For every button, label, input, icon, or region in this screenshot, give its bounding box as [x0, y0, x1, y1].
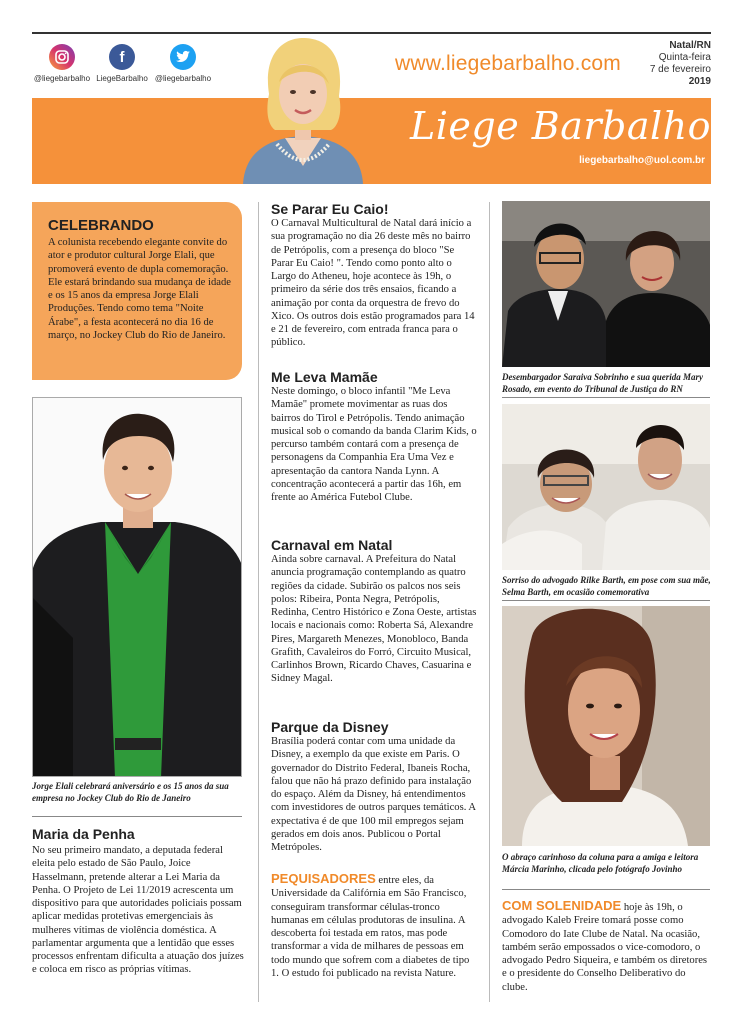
maria-text: No seu primeiro mandato, a deputada federal eleita pelo estado de São Paulo, Joice Hasselmann, pretende alterar a Lei Maria da Penha. O Projeto de Lei 11/2019 acrescenta um dispositivo para que autoridades policiais possam aplicar medidas protetivas emergenciais às mulheres vítimas de violência doméstica. A parlamentar argumenta que a lentidão que esses processos enfrentam dificulta a atuação dos juízes e coloca em risco as próprias vítimas. [32, 845, 244, 976]
photo-jorge-caption: Jorge Elali celebrará aniversário e os 15 anos da sua empresa no Jockey Club do Rio de Janeiro [32, 781, 229, 803]
right-separator-2 [502, 600, 710, 601]
facebook-icon: f [109, 44, 135, 70]
photo-rilke-selma [502, 404, 710, 570]
caio-text: O Carnaval Multicultural de Natal dará início a sua programação no dia 26 deste mês no bairro de Petrópolis, com a presença do bloco "Se Parar Eu Caio! ". Tendo como ponto alto o Largo do Atheneu, hoje acontece às 19h, o primeiro da série dos três ensaios, ficando a animação por conta da orquestra de frevo do Xico. Os outros dois estão programados para 14 e 21 de fevereiro, com entrada franca para o público. [271, 218, 475, 349]
maria-da-penha-article [32, 826, 244, 977]
solenidade-text: hoje às 19h, o advogado Kaleb Freire tomará posse como Comodoro do Iate Clube de Natal. Na ocasião, também serão empossados o vice-comodoro, o advogado Pedro Siqueira, e também os diretores e o presidente do Conselho Deliberativo do clube. [502, 902, 708, 993]
column-divider-left [258, 202, 259, 1002]
se-parar-article [271, 201, 477, 350]
column-title: Liege Barbalho [410, 104, 711, 148]
com-solenidade-article [502, 899, 712, 994]
celebrando-text: A colunista recebendo elegante convite do ator e produtor cultural Jorge Elali, que promoverá evento de dupla comemoração. Ele estará brindando sua mudança de idade e os 15 anos da empresa Jorge Elali Produções. Tendo como tema "Noite Árabe", a festa acontecerá no dia 16 de março, no Jockey Club do Rio de Janeiro. [48, 237, 231, 342]
website-link[interactable]: www.liegebarbalho.com [395, 52, 621, 75]
photo-marcia-caption: O abraço carinhoso da coluna para a amiga e leitora Márcia Marinho, clicada pelo fotógrafo Jovinho [502, 852, 699, 874]
email-link[interactable]: liegebarbalho@uol.com.br [579, 155, 705, 166]
pesquisadores-article [271, 872, 477, 980]
location: Natal/RN [669, 40, 711, 51]
carnaval-text: Ainda sobre carnaval. A Prefeitura do Natal anuncia programação contemplando as quatro regiões da cidade. Subirão os palcos nos seis polos: Ribeira, Ponta Negra, Petrópolis, Redinha, Centro Histórico e Zona Oeste, artistas locais e nacionais como: Roberta Sá, Alexandre Pires, Margareth Menezes, Monobloco, Banda Grafith, Cavaleiros do Forró, Circuito Musical, Carlinhos Brown, Ricardo Chaves, Casuarina e Sidney Magal. [271, 554, 477, 685]
mamae-title: Me Leva Mamãe [271, 369, 378, 385]
columnist-portrait [233, 34, 373, 184]
celebrando-box [32, 202, 242, 380]
left-separator [32, 816, 242, 817]
weekday: Quinta-feira [658, 52, 711, 63]
date-block [650, 40, 711, 88]
carnaval-title: Carnaval em Natal [271, 537, 393, 553]
mamae-text: Neste domingo, o bloco infantil "Me Leva Mamãe" promete movimentar as ruas dos bairros do Tirol e Petrópolis. Tendo animação musical sob o comando da banda Clarim Kids, o percurso também contará com a presença de personagens da Companhia Era Uma Vez e apresentação da cantora Nanda Lynn. A concentração acontecerá a partir das 16h, em frente ao América Futebol Clube. [271, 386, 477, 503]
twitter-handle: @liegebarbalho [154, 74, 212, 83]
photo-rilke-caption: Sorriso do advogado Rilke Barth, em pose com sua mãe, Selma Barth, em ocasião comemorativa [502, 575, 711, 597]
right-separator-1 [502, 397, 710, 398]
photo-jorge-elali [32, 397, 242, 777]
twitter-icon [170, 44, 196, 70]
facebook-link[interactable] [87, 44, 157, 83]
maria-title: Maria da Penha [32, 826, 135, 842]
twitter-link[interactable] [148, 44, 218, 83]
solenidade-title: COM SOLENIDADE [502, 898, 622, 913]
disney-article [271, 719, 477, 854]
celebrando-title: CELEBRANDO [48, 217, 154, 234]
instagram-handle: @liegebarbalho [33, 74, 91, 83]
carnaval-article [271, 537, 477, 686]
disney-text: Brasília poderá contar com uma unidade da Disney, a exemplo da que existe em Paris. O governador do Distrito Federal, Ibaneis Rocha, falou que não há prazo definido para instalação do espaço. Além da Disney, há entendimentos com investidores de outros parques temáticos. A expectativa é de que 100 mil empregos sejam gerados em dois anos. Publicou o Portal Metrópoles. [271, 736, 476, 853]
right-separator-3 [502, 889, 710, 890]
instagram-icon [49, 44, 75, 70]
photo-saraiva-mary [502, 201, 710, 367]
pesquisadores-text: entre eles, da Universidade da Califórnia em São Francisco, conseguiram transformar células-tronco humanas em células produtoras de insulina. A descoberta foi testada em ratos, mas pode transformar a vida de milhares de pessoas em todo mundo que sofrem com a diabetes de tipo 1. O estudo foi publicado na revista Nature. [271, 875, 470, 979]
year: 2019 [688, 76, 711, 87]
column-divider-right [489, 202, 490, 1002]
caio-title: Se Parar Eu Caio! [271, 201, 389, 217]
photo-saraiva-caption: Desembargador Saraiva Sobrinho e sua querida Mary Rosado, em evento do Tribunal de Justiça do RN [502, 372, 704, 394]
facebook-handle: LiegeBarbalho [96, 74, 148, 83]
disney-title: Parque da Disney [271, 719, 389, 735]
me-leva-mamae-article [271, 369, 477, 504]
photo-marcia-marinho [502, 606, 710, 846]
pesquisadores-title: PEQUISADORES [271, 871, 376, 886]
date: 7 de fevereiro [649, 64, 711, 75]
